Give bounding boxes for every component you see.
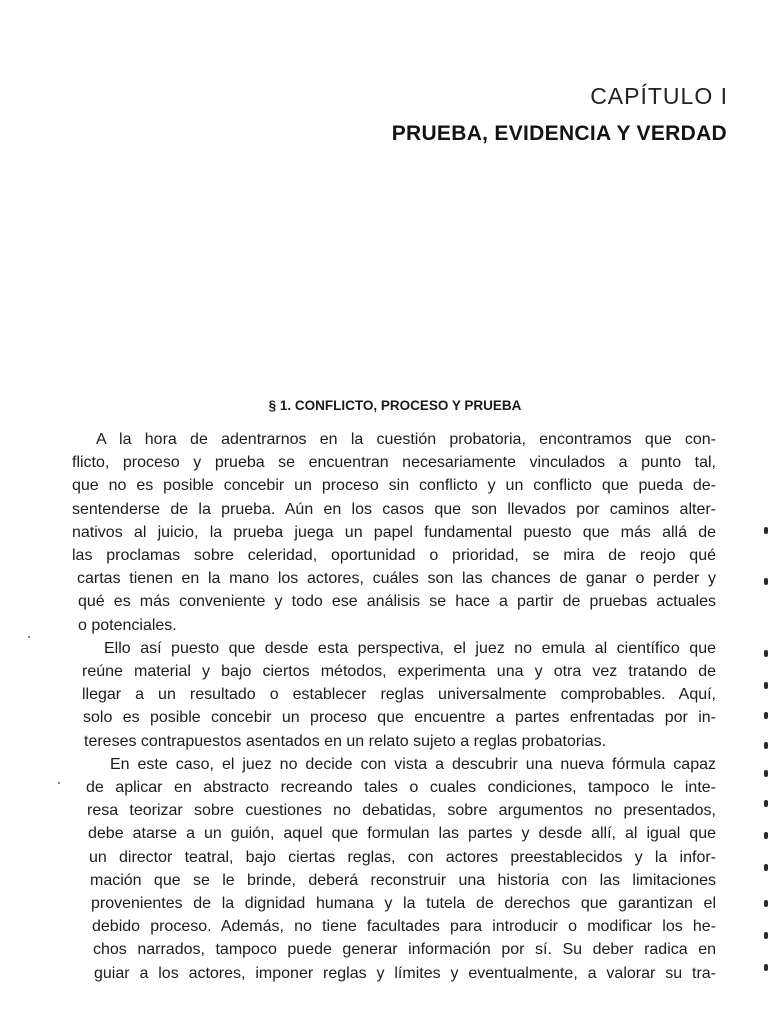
scan-artifact xyxy=(764,712,768,719)
scan-artifact xyxy=(28,636,30,638)
body-text xyxy=(72,428,716,985)
text-line: o potenciales. xyxy=(78,616,177,634)
scan-artifact xyxy=(764,650,768,657)
text-line: las proclamas sobre celeridad, oportunidad o prioridad, se mira de reojo qué xyxy=(72,547,716,565)
chapter-title: PRUEBA, EVIDENCIA Y VERDAD xyxy=(391,122,727,145)
text-line: provenientes de la dignidad humana y la tutela de derechos que garantizan el xyxy=(91,895,716,913)
scan-artifact xyxy=(764,864,768,871)
text-line: flicto, proceso y prueba se encuentran necesariamente vinculados a punto tal, xyxy=(72,454,716,472)
scan-artifact xyxy=(764,770,768,777)
scan-artifact xyxy=(764,682,768,689)
text-line: que no es posible concebir un proceso sin conflicto y un conflicto que pueda de- xyxy=(72,477,716,495)
scan-artifact xyxy=(764,932,768,939)
scan-artifact xyxy=(58,782,60,784)
text-line: debe atarse a un guión, aquel que formulan las partes y desde allí, al igual que xyxy=(88,825,716,843)
scan-artifact xyxy=(764,742,768,749)
text-line: tereses contrapuestos asentados en un relato sujeto a reglas probatorias. xyxy=(84,732,607,750)
text-line: Ello así puesto que desde esta perspectiva, el juez no emula al científico que xyxy=(104,639,716,657)
scan-artifact xyxy=(764,527,768,534)
text-line: cartas tienen en la mano los actores, cuáles son las chances de ganar o perder y xyxy=(77,570,716,588)
scan-artifact xyxy=(764,900,768,907)
text-line: solo es posible concebir un proceso que encuentre a partes enfrentadas por in- xyxy=(83,709,716,727)
scan-artifact xyxy=(764,800,768,807)
scan-artifact xyxy=(764,964,768,971)
text-line: chos narrados, tampoco puede generar información por sí. Su deber radica en xyxy=(93,941,716,959)
text-line: guiar a los actores, imponer reglas y límites y eventualmente, a valorar su tra- xyxy=(94,964,716,982)
text-line: resa teorizar sobre cuestiones no debatidas, sobre argumentos no presentados, xyxy=(87,802,716,820)
section-heading: § 1. CONFLICTO, PROCESO Y PRUEBA xyxy=(268,398,522,413)
text-line: sentenderse de la prueba. Aún en los casos que son llevados por caminos alter- xyxy=(72,500,716,518)
text-line: un director teatral, bajo ciertas reglas, con actores preestablecidos y la infor- xyxy=(89,848,716,866)
text-line: debido proceso. Además, no tiene facultades para introducir o modificar los he- xyxy=(92,918,716,936)
chapter-label: CAPÍTULO I xyxy=(590,83,728,109)
scan-artifact xyxy=(764,832,768,839)
text-line: A la hora de adentrarnos en la cuestión probatoria, encontramos que con- xyxy=(96,431,716,448)
text-line: mación que se le brinde, deberá reconstruir una historia con las limitaciones xyxy=(90,871,716,889)
text-line: llegar a un resultado o establecer reglas universalmente comprobables. Aquí, xyxy=(82,686,716,704)
scan-artifact xyxy=(764,578,768,585)
text-line: nativos al juicio, la prueba juega un papel fundamental puesto que más allá de xyxy=(72,523,716,541)
text-line: de aplicar en abstracto recreando tales o cuales condiciones, tampoco le inte- xyxy=(86,779,716,797)
text-line: reúne material y bajo ciertos métodos, experimenta una y otra vez tratando de xyxy=(82,663,716,681)
text-line: En este caso, el juez no decide con vista a descubrir una nueva fórmula capaz xyxy=(110,755,716,773)
text-line: qué es más conveniente y todo ese análisis se hace a partir de pruebas actuales xyxy=(78,593,716,611)
